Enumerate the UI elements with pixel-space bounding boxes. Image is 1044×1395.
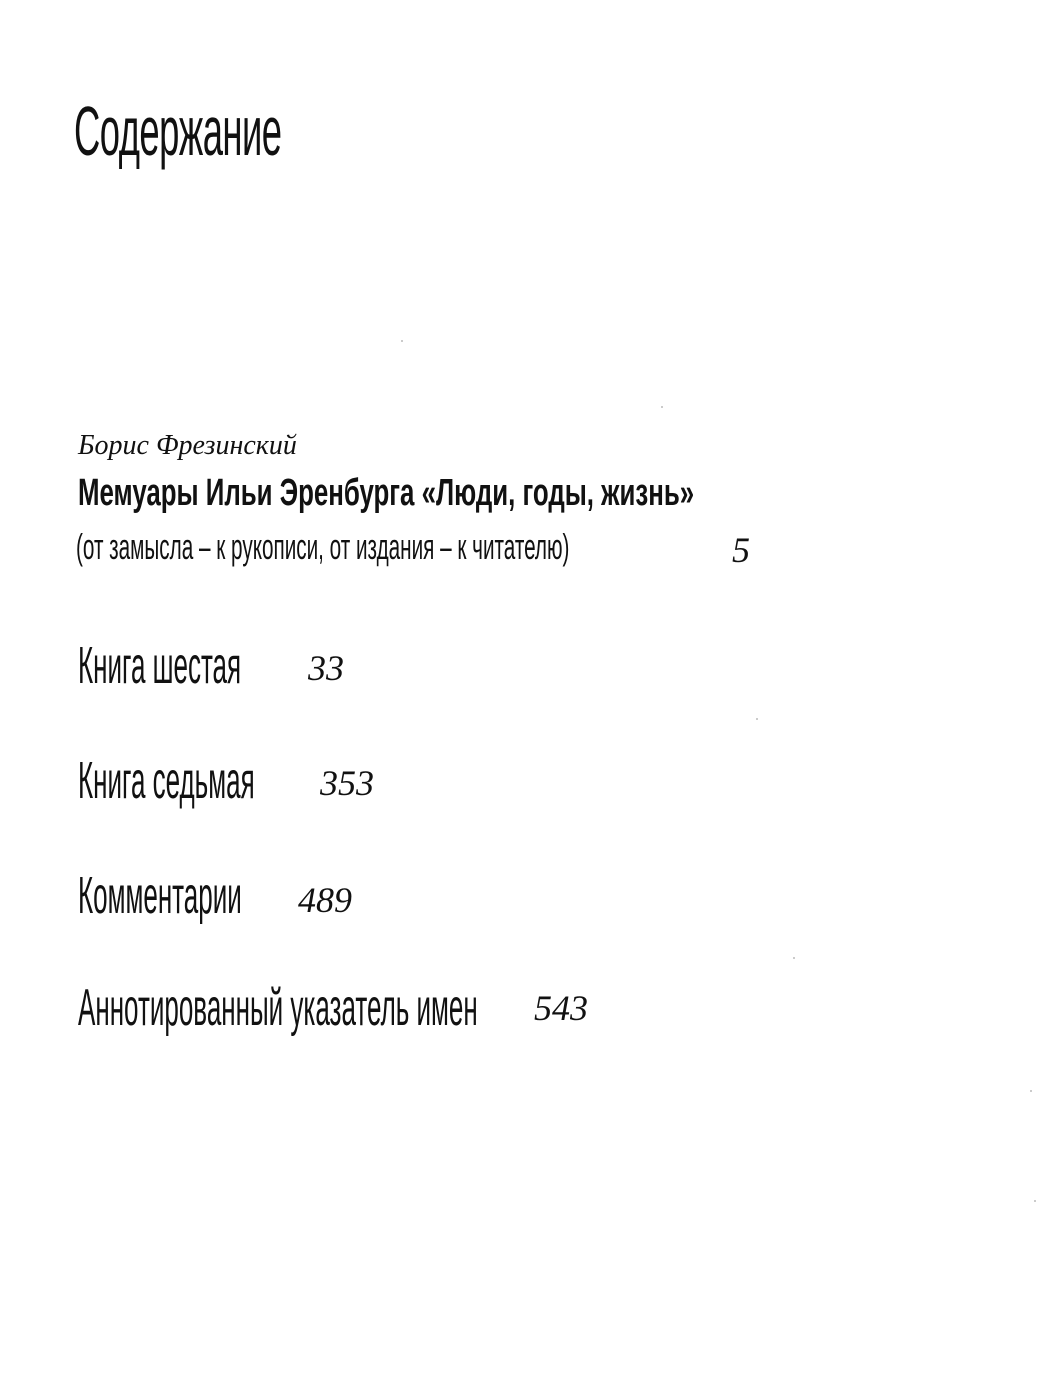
entry-subtitle-text: (от замысла – к рукописи, от издания – к читателю) [76, 526, 570, 567]
entry-title [78, 979, 877, 1037]
entry-title [78, 637, 404, 695]
entry-title-text: Комментарии [78, 867, 242, 925]
paper-speck [661, 406, 663, 408]
paper-speck [793, 957, 795, 959]
paper-speck [1030, 1090, 1032, 1092]
paper-speck [1034, 1200, 1036, 1202]
entry-page-number: 543 [534, 988, 588, 1028]
entry-title [78, 474, 984, 512]
paper-speck [401, 340, 403, 342]
paper-speck [756, 718, 758, 720]
entry-subtitle [76, 526, 934, 567]
entry-title-text: Книга седьмая [78, 752, 255, 810]
entry-page-number: 5 [732, 530, 750, 570]
entry-title [78, 752, 431, 810]
entry-page-number: 489 [298, 880, 352, 920]
entry-page-number: 33 [308, 648, 344, 688]
entry-page-number: 353 [320, 763, 374, 803]
entry-title [78, 867, 406, 925]
page-title-text: Содержание [74, 92, 282, 170]
entry-author: Борис Фрезинский [78, 430, 297, 461]
entry-title-text: Аннотированный указатель имен [78, 979, 478, 1037]
entry-title-text: Книга шестая [78, 637, 242, 695]
page-title [74, 92, 473, 170]
entry-title-text: Мемуары Ильи Эренбурга «Люди, годы, жизнь» [78, 472, 695, 514]
